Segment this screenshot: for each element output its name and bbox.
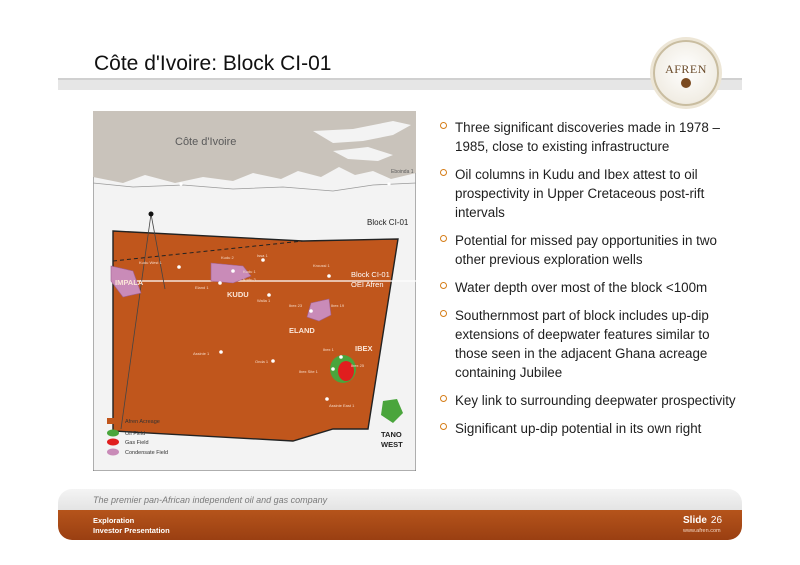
well-label: Ibex 23: [289, 303, 303, 308]
land-mass: [93, 111, 416, 183]
bullet-circle-icon: [440, 423, 447, 430]
tano-label-2: WEST: [381, 440, 403, 449]
well-label: Ibex Site 1: [299, 369, 318, 374]
area-label-kudu: KUDU: [227, 290, 249, 299]
well-marker: [327, 274, 331, 278]
well-label: Walia 1: [257, 298, 271, 303]
bullet-circle-icon: [440, 235, 447, 242]
country-label: Côte d'Ivoire: [175, 136, 237, 148]
bullet-text: Southernmost part of block includes up-dip extensions of deepwater features similar to those seen in the adjacent Ghana acreage containing Jubilee: [455, 308, 710, 380]
well-label: Kroussi 1: [313, 263, 330, 268]
divider-label-2: OEI Afren: [351, 280, 384, 289]
footer-line-2: Investor Presentation: [93, 526, 170, 535]
bullet-item: [440, 118, 740, 156]
slide-label: Slide: [683, 515, 707, 526]
bullet-item: [440, 419, 740, 438]
bullet-item: [440, 278, 740, 297]
well-label: Issa 1: [257, 253, 268, 258]
footer-line-1: Exploration: [93, 516, 135, 525]
legend-label: Afren Acreage: [125, 419, 160, 425]
well-marker: [179, 182, 182, 185]
logo-drop-icon: [681, 78, 691, 88]
well-label: Kudu 1: [243, 269, 256, 274]
block-label: Block CI-01: [367, 218, 409, 227]
legend-swatch-acreage: [107, 418, 119, 424]
well-label: Assinie East 1: [329, 403, 355, 408]
well-label: Ibex 19: [331, 303, 345, 308]
footer-section: [93, 516, 170, 536]
slide-title: Côte d'Ivoire: Block CI-01: [94, 52, 332, 75]
bullet-circle-icon: [440, 282, 447, 289]
well-marker: [219, 350, 223, 354]
bullet-circle-icon: [440, 122, 447, 129]
well-marker: [331, 367, 335, 371]
legend-swatch-oil: [107, 430, 119, 437]
bullet-text: Water depth over most of the block <100m: [455, 280, 708, 295]
well-marker: [271, 359, 275, 363]
bullet-circle-icon: [440, 169, 447, 176]
afren-logo: [653, 40, 719, 106]
well-marker: [177, 265, 181, 269]
bullet-text: Significant up-dip potential in its own right: [455, 421, 702, 436]
bullet-circle-icon: [440, 310, 447, 317]
legend-label: Oil Field: [125, 431, 146, 437]
slide-number: [683, 515, 722, 526]
block-map: [93, 111, 416, 471]
well-marker: [231, 269, 235, 273]
footer-url: www.afren.com: [683, 528, 721, 534]
bullet-text: Oil columns in Kudu and Ibex attest to oil prospectivity in Upper Cretaceous post-rift intervals: [455, 167, 705, 220]
footer-tagline: The premier pan-African independent oil and gas company: [93, 495, 328, 505]
well-marker: [325, 397, 329, 401]
slide-number-value: 26: [710, 515, 723, 526]
area-label-eland: ELAND: [289, 326, 315, 335]
tano-label-1: TANO: [381, 430, 402, 439]
legend-label: Gas Field: [125, 440, 149, 446]
well-marker: [261, 258, 265, 262]
area-label-impala: IMPALA: [115, 278, 144, 287]
legend-swatch-condensate: [107, 449, 119, 456]
bullet-item: [440, 165, 740, 222]
well-marker: [339, 355, 343, 359]
well-label: Kudu 2: [221, 255, 234, 260]
town-label: Eboinda 1: [391, 169, 414, 175]
title-rule-line: [58, 78, 742, 80]
logo-text: AFREN: [665, 62, 707, 76]
well-label: Kudu 3: [243, 277, 256, 282]
bullet-item: [440, 231, 740, 269]
well-label: Assinie 1: [193, 351, 210, 356]
well-marker: [218, 281, 222, 285]
legend-label: Condensate Field: [125, 450, 169, 456]
well-label: Eland 1: [195, 285, 209, 290]
well-marker: [267, 293, 271, 297]
well-marker: [309, 309, 313, 313]
town-marker: [387, 182, 390, 185]
legend-swatch-gas: [107, 439, 119, 446]
bullet-list: [440, 118, 740, 447]
well-label: Onda 1: [255, 359, 269, 364]
well-label: Ibex 1: [323, 347, 334, 352]
boundary-point: [149, 212, 154, 217]
bullet-text: Potential for missed pay opportunities in two other previous exploration wells: [455, 233, 718, 267]
bullet-text: Three significant discoveries made in 1978 – 1985, close to existing infrastructure: [455, 120, 720, 154]
well-label: Kudu West 1: [139, 260, 162, 265]
bullet-circle-icon: [440, 395, 447, 402]
bullet-text: Key link to surrounding deepwater prospectivity: [455, 393, 736, 408]
bullet-item: [440, 306, 740, 382]
bullet-item: [440, 391, 740, 410]
well-label: Ibex 25: [351, 363, 365, 368]
area-label-ibex: IBEX: [355, 344, 373, 353]
divider-label-1: Block CI-01: [351, 270, 390, 279]
